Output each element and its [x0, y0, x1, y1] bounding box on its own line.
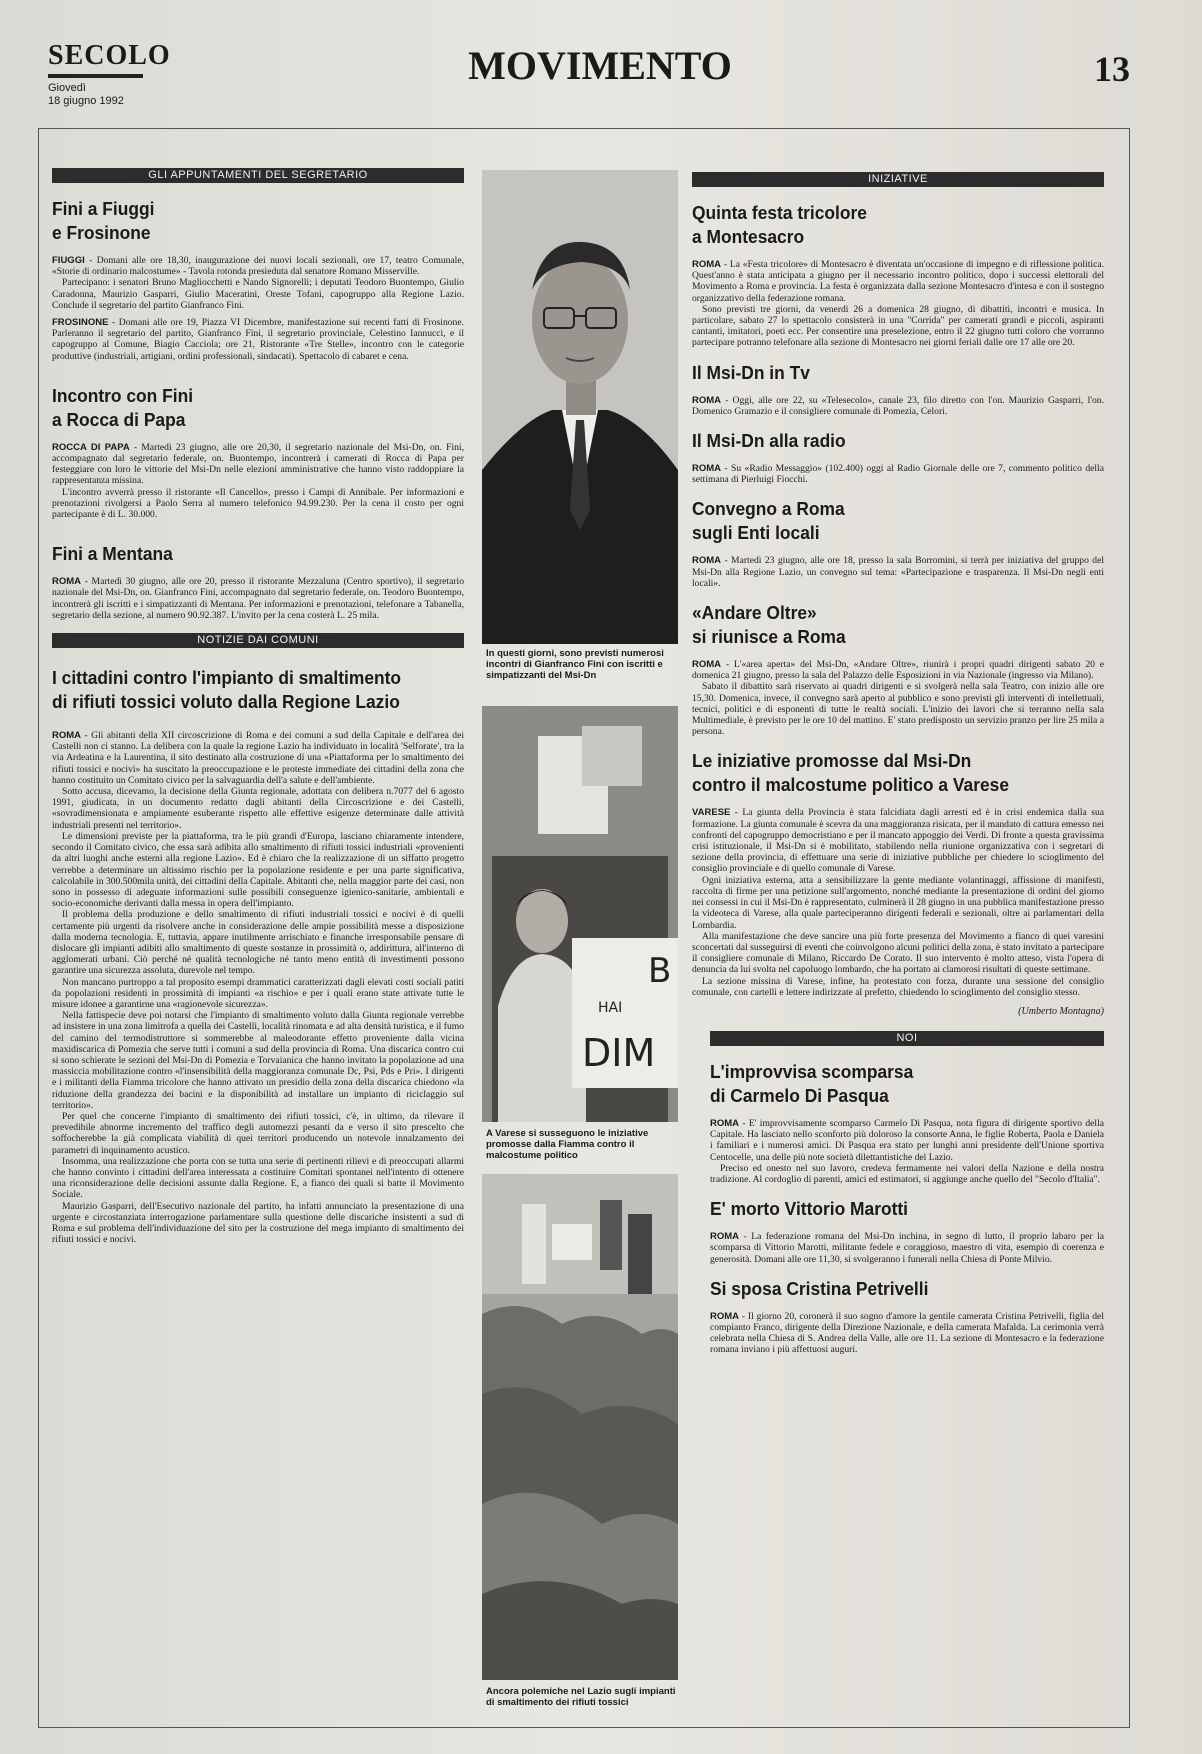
protest-illustration — [482, 706, 678, 1122]
article-varese — [692, 749, 1104, 1016]
section-title: MOVIMENTO — [468, 43, 732, 88]
paragraph: ROMA - Gli abitanti della XII circoscrizione di Roma e dei comuni a sud della Capitale e dell'area dei Castelli non ci stanno. La delibera con la quale la regione Lazio ha individuato in località 'Selforate', tra la via Ardeatina e la Laurentina, il sito destinato alla costruzione di una «Piattaforma per lo smaltimento dei rifiuti tossici e nocivi» ha suscitato la preoccupazione e le proteste immediate dei cittadini della zona che hanno costituito un Comitato civico per la salvaguardia dell'a salute e dell'ambiente. — [52, 730, 464, 786]
portrait-illustration — [482, 170, 678, 644]
photo-fini-portrait — [482, 170, 678, 644]
headline: I cittadini contro l'impianto di smaltimento di rifiuti tossici voluto dalla Regione Lazio — [52, 667, 402, 713]
left-column — [52, 168, 464, 1245]
headline: E' morto Vittorio Marotti — [710, 1198, 909, 1220]
newspaper-logo: SECOLO — [48, 40, 171, 71]
paragraph: Il problema della produzione e dello smaltimento di rifiuti industriali tossici e nocivi è di quelli certamente più urgenti da risolvere anche in considerazione delle ampie possibilità messe a disposizione dalla moderna tecnologia. E, tuttavia, appare inutilmente arrischiato e finanche irresponsabile pensare di dislocare gli impianti adibiti allo smaltimento di queste sostanze in prossimità o, addirittura, all'interno di agglomerati urbani. Ciò perché né qualità tecnologiche né tanto meno entità di investimenti possono garantire una sicurezza assoluta, durevole nel tempo. — [52, 909, 464, 977]
date: 18 giugno 1992 — [48, 95, 124, 107]
paragraph: ROMA - Martedì 23 giugno, alle ore 18, presso la sala Borromini, si terrà per iniziativa del gruppo del Msi-Dn alla Regione Lazio, un convegno sul tema: «Partecipazione e trasparenza. Il Msi-Dn negli enti locali». — [692, 555, 1104, 589]
paragraph: ROCCA DI PAPA - Martedì 23 giugno, alle ore 20,30, il segretario nazionale del Msi-Dn, on. Fini, accompagnato dal segretario federale, on. Buontempo, incontrerà i camerati di Rocca di Papa per festeggiare con loro le vittorie del Msi-Dn nelle elezioni amministrative che hanno visto raddoppiare la rappresentanza missina. — [52, 441, 464, 487]
paragraph: ROMA - Oggi, alle ore 22, su «Telesecolo», canale 23, filo diretto con l'on. Maurizio Gasparri, l'on. Domenico Gramazio e il consigliere comunale di Pomezia, Celori. — [692, 394, 1104, 417]
paragraph: Alla manifestazione che deve sancire una più forte presenza del Movimento a fianco di quei varesini sconcertati dal susseguirsi di eventi che coinvolgono alcuni politici della zona, è stato invitato a partecipare il consigliere comunale di Milano, Riccardo De Corato. Il suo intervento è molto atteso, vista l'opera di denuncia da lui svolta nel capoluogo lombardo, che ha portato ai clamorosi risultati di queste settimane. — [692, 930, 1104, 976]
article-msi-radio — [692, 429, 1104, 485]
caption-rifiuti: Ancora polemiche nel Lazio sugli impianti di smaltimento dei rifiuti tossici — [486, 1686, 676, 1708]
paragraph: ROMA - Su «Radio Messaggio» (102.400) oggi al Radio Giornale delle ore 7, commento politico della settimana di Pierluigi Fiocchi. — [692, 463, 1104, 486]
caption-varese: A Varese si susseguono le iniziative promosse dalla Fiamma contro il malcostume politico — [486, 1128, 649, 1161]
headline: Quinta festa tricolore a Montesacro — [692, 202, 867, 247]
paragraph: Sono previsti tre giorni, da venerdì 26 a domenica 28 giugno, di dibattiti, incontri e musica. In particolare, sabato 27 lo spettacolo consisterà in una "Corrida" per camerati grandi e piccoli, aspiranti cantanti, imitatori, poeti ecc. Per consentire una preselezione, entro il 22 giugno tutti coloro che vorranno partecipare potranno telefonare alla sezione di Montesacro nei giorni feriali dalle ore 17 alle ore 20. — [692, 303, 1104, 349]
headline: L'improvvisa scomparsa di Carmelo Di Pasqua — [710, 1060, 914, 1106]
paragraph: ROMA - L'«area aperta» del Msi-Dn, «Andare Oltre», riunirà i propri quadri dirigenti sabato 20 e domenica 21 giugno, presso la sala del Palazzo delle Esposizioni in via Nazionale (ingresso via Milano). — [692, 659, 1104, 682]
article-andare-oltre — [692, 601, 1104, 737]
headline: Fini a Mentana — [52, 543, 173, 565]
paragraph: ROMA - E' improvvisamente scomparso Carmelo Di Pasqua, nota figura di dirigente sportivo della Capitale. Ha lasciato nello sconforto più doloroso la consorte Anna, le figlie Roberta, Paola e Daniela i familiari e i numerosi amici. Di Pasqua era stato per lunghi anni presidente dell'Unione sportiva Centocelle, una delle più note società dilettantistiche del Lazio. — [710, 1117, 1104, 1163]
paragraph: La sezione missina di Varese, infine, ha protestato con forza, durante una sessione del consiglio comunale, con cartelli e lettere indirizzate al prefetto, chiedendo lo scioglimento del consiglio stesso. — [692, 975, 1104, 998]
paragraph: Maurizio Gasparri, dell'Esecutivo nazionale del partito, ha infatti annunciato la presentazione di una urgente e circostanziata interrogazione parlamentare sulla questione delle discariche insistenti a sud di Roma e sul problema dell'individuazione del sito per la costruzione del mega impianto di smaltimento dei rifiuti tossici e nocivi. — [52, 1200, 464, 1246]
article-convegno-roma — [692, 497, 1104, 589]
sign-text-hai: HAI — [598, 1000, 623, 1016]
section-band-appuntamenti: GLI APPUNTAMENTI DEL SEGRETARIO — [52, 168, 464, 183]
photo-varese-protest — [482, 706, 678, 1122]
article-fini-fiuggi — [52, 197, 464, 362]
photo-rifiuti — [482, 1174, 678, 1680]
section-band-comuni: NOTIZIE DAI COMUNI — [52, 633, 464, 648]
author-signature: (Umberto Montagna) — [1018, 1005, 1104, 1017]
paragraph: ROMA - La «Festa tricolore» di Montesacro è diventata un'occasione di impegno e di riflessione politica. Quest'anno è stata anticipata a giugno per il necessario incontro politico, dopo i successi elettorali del Movimento a Roma e provincia. La festa è organizzata dalla sezione Montesacro d'intesa e con il sostegno organizzativo della federazione romana. — [692, 259, 1104, 304]
article-rocca-di-papa — [52, 384, 464, 520]
paragraph: VARESE - La giunta della Provincia è stata falcidiata dagli arresti ed è in crisi endemica dalla sua formazione. La giunta comunale è scevra da una maggioranza risicata, per il mandato di cattura emesso nei confronti del capogruppo democristiano e per il mancato appoggio dei Verdi. Di fronte a questa gravissima crisi istituzionale, il Msi-Dn si è mobilitato, stabilendo nella riunione organizzativa con i segretari di sezione della provincia, di effettuare una serie di iniziative pubbliche per chiedere lo scioglimento del consiglio provinciale e di quello comunale di Varese. — [692, 807, 1104, 875]
headline: Il Msi-Dn alla radio — [692, 430, 846, 452]
paragraph: Nella fattispecie deve poi notarsi che l'impianto di smaltimento voluto dalla Giunta regionale verrebbe ad insistere in una zona limitrofa a quella dei Castelli, località rinomata e ad alta densità turistica, e il fumo del camino del termodistruttore si sommerebbe al maleodorante effetto proveniente dalla vicina maxidiscarica di Pomezia che serve tutti i comuni a sud della provincia di Roma. Una discarica contro cui si sono schierate le sezioni del Msi-Dn di Pomezia e Torvaianica che hanno invitato la popolazione ad una massiccia mobilitazione contro «l'insensibilità della maggioranza comunale Dc, Psi, Pds e Pri». I dirigenti e i militanti della Fiamma tricolore che hanno attivato un presidio della zona della discarica chiedono «la riduzione della grandezza dei bacini e la disponibilità ad installare un impianto di riciclaggio sul territorio». — [52, 1010, 464, 1111]
sign-text-dim: DIM — [582, 1031, 656, 1075]
headline: Il Msi-Dn in Tv — [692, 361, 810, 383]
paragraph: ROMA - Il giorno 20, coronerà il suo sogno d'amore la gentile camerata Cristina Petrivelli, figlia del compianto Franco, dirigente della Direzione Nazionale, e della camerata Mafalda. La cerimonia verrà celebrata nella Chiesa di S. Andrea della Valle, alle ore 11. La sezione di Montesacro e la federazione romana inviano i più affettuosi auguri. — [710, 1310, 1104, 1356]
paragraph: Insomma, una realizzazione che porta con se tutta una serie di pertinenti rilievi e di preoccupati allarmi che hanno convinto i cittadini dell'area interessata a costituire Comitati spontanei nell'intento di ottenere una riconsiderazione delle decisioni assunte dalla Regione. E, a fianco dei quali si batte il Movimento Sociale. — [52, 1155, 464, 1201]
right-column — [692, 172, 1104, 1356]
masthead — [40, 34, 1160, 114]
headline: Incontro con Fini a Rocca di Papa — [52, 384, 194, 430]
paragraph: Preciso ed onesto nel suo lavoro, credeva fermamente nei valori della Nazione e della nostra tradizione. Al cordoglio di parenti, amici ed estimatori, si aggiunge anche quello del "Secolo d'Italia". — [710, 1162, 1104, 1185]
section-band-iniziative: INIZIATIVE — [692, 172, 1104, 187]
article-marotti — [710, 1197, 1104, 1265]
headline: Le iniziative promosse dal Msi-Dn contro il malcostume politico a Varese — [692, 750, 1009, 796]
dump-illustration — [482, 1174, 678, 1680]
article-petrivelli — [710, 1277, 1104, 1356]
sign-text-letter: B — [648, 951, 672, 991]
paragraph: Le dimensioni previste per la piattaforma, tra le più grandi d'Europa, lasciano chiaramente intendere, secondo il Comitato civico, che essa sarà adibita allo smaltimento di rifiuti tossici industriali «provenienti da altri luoghi anche esterni alla regione Lazio». Ed è chiaro che la realizzazione di un siffatto progetto verrebbe a determinare un altissimo rischio per la popolazione residente e per una parte significativa, calcolabile in 300.500mila unità, dei cittadini della Capitale. Abitanti che, nella maggior parte dei casi, non sono in possesso di adeguate informazioni sulle possibili conseguenze igienico-sanitarie, ambientali e socio-economiche derivanti dalla messa in opera dell'impianto. — [52, 830, 464, 910]
headline: Convegno a Roma sugli Enti locali — [692, 498, 845, 544]
paragraph: Ogni iniziativa esterna, atta a sensibilizzare la gente mediante volantinaggi, affissione di manifesti, raccolta di firme per una petizione sull'argomento, nonché mediante la presentazione di ordini del giorno nei consessi in cui il Msi-Dn è rappresentato, culminerà il 28 giugno in una pubblica manifestazione presso la videoteca di Varese, alla quale parteciperanno dirigenti federali e sezionali, oltre ai parlamentari della Lombardia. — [692, 874, 1104, 931]
paragraph: Sabato il dibattito sarà riservato ai quadri dirigenti e si svolgerà nella sala Teatro, con inizio alle ore 15,30. Domenica, invece, il convegno sarà aperto al pubblico e sono previsti gli interventi di intellettuali, tecnici, politici e di esponenti di tutte le realtà sociali. L'inizio dei lavori che si terranno nella sala Multimediale, è previsto per le ore 10 del mattino. E' stato predisposto un servizio pranzo per lire 25 mila a persona. — [692, 681, 1104, 738]
article-fini-mentana — [52, 542, 464, 621]
paragraph: Per quel che concerne l'impianto di smaltimento dei rifiuti tossici, c'è, in ultimo, da rilevare il prevedibile abnorme incremento del traffico degli automezzi pesanti da e verso il sito prescelto che soffocherebbe la già complicata viabilità di quei territori producendo un notevole innalzamento dei parametri di inquinamento acustico. — [52, 1110, 464, 1156]
paragraph: FROSINONE - Domani alle ore 19, Piazza VI Dicembre, manifestazione sui recenti fatti di Frosinone. Parleranno il segretario del partito, Gianfranco Fini, il segretario provinciale, Celestino Iannucci, e il capogruppo al Comune, Biagio Cacciola; ore 21, Ristorante «Tre Stelle», incontro con le categorie produttive (industriali, artigiani, ordini professionali, sindacati). Spettacolo di cabaret e cena. — [52, 317, 464, 362]
article-msi-tv — [692, 361, 1104, 417]
headline: «Andare Oltre» si riunisce a Roma — [692, 602, 846, 648]
article-festa-tricolore — [692, 201, 1104, 349]
paragraph: ROMA - La federazione romana del Msi-Dn inchina, in segno di lutto, il proprio labaro per la scomparsa di Vittorio Marotti, militante fedele e coraggioso, maestro di vita, esempio di coerenza e generosità. Domani alle ore 11,30, si svolgeranno i funerali nella Chiesa di Ponte Milvio. — [710, 1231, 1104, 1265]
headline: Si sposa Cristina Petrivelli — [710, 1277, 929, 1299]
paragraph: Partecipano: i senatori Bruno Magliocchetti e Nando Signorelli; i deputati Teodoro Buontempo, Giulio Caradonna, Maurizio Gasparri, Giulio Maceratini, Oreste Tofani, capogruppo alla Regione Lazio. Conclude il segretario del partito Gianfranco Fini. — [52, 277, 464, 311]
caption-fini: In questi giorni, sono previsti numerosi incontri di Gianfranco Fini con iscritti e simpatizzanti del Msi-Dn — [486, 648, 664, 681]
paragraph: Non mancano purtroppo a tal proposito esempi drammatici caratterizzati dagli elevati costi sociali patiti da popolazioni residenti in prossimità di impianti «a rischio» e per i quali erano state attivate tutte le misure idonee a garantirne una «ragionevole sicurezza». — [52, 976, 464, 1010]
paragraph: ROMA - Martedì 30 giugno, alle ore 20, presso il ristorante Mezzaluna (Centro sportivo), il segretario nazionale del Msi-Dn, on. Gianfranco Fini, accompagnato dal segretario federale, on. Teodoro Buontempo, incontrerà gli iscritti e i simpatizzanti di Mentana. Per informazioni e prenotazioni, telefonare a Tabanella, segretario della sezione, al numero 90.92.387. L'invito per la cena costerà L. 25 mila. — [52, 576, 464, 621]
paragraph: L'incontro avverrà presso il ristorante «Il Cancello», presso i Campi di Annibale. Per informazioni e prenotazioni rivolgersi a Paolo Serra al numero telefonico 94.99.230. Per la cena il costo per ogni partecipante è di L. 30.000. — [52, 486, 464, 521]
article-rifiuti-tossici — [52, 666, 464, 1245]
headline: Fini a Fiuggi e Frosinone — [52, 198, 155, 243]
article-di-pasqua — [710, 1060, 1104, 1185]
section-band-noi: NOI — [710, 1031, 1104, 1046]
page-number: 13 — [1094, 49, 1130, 89]
paragraph: Sotto accusa, dicevamo, la decisione della Giunta regionale, adottata con delibera n.7077 del 6 agosto 1991, giudicata, in un documento redatto dagli abitanti della Circoscrizione e dei Castelli, «sovradimensionata e ampiamente esuberante rispetto alle effettive esigenze determinate dalle attività industriali presenti nel territorio». — [52, 786, 464, 831]
day: Giovedì — [48, 82, 86, 94]
paragraph: FIUGGI - Domani alle ore 18,30, inaugurazione dei nuovi locali sezionali, ore 17, teatro Comunale, «Storie di ordinario malcostume» - Tavola rotonda presieduta dal senatore Romano Misserville. — [52, 255, 464, 278]
